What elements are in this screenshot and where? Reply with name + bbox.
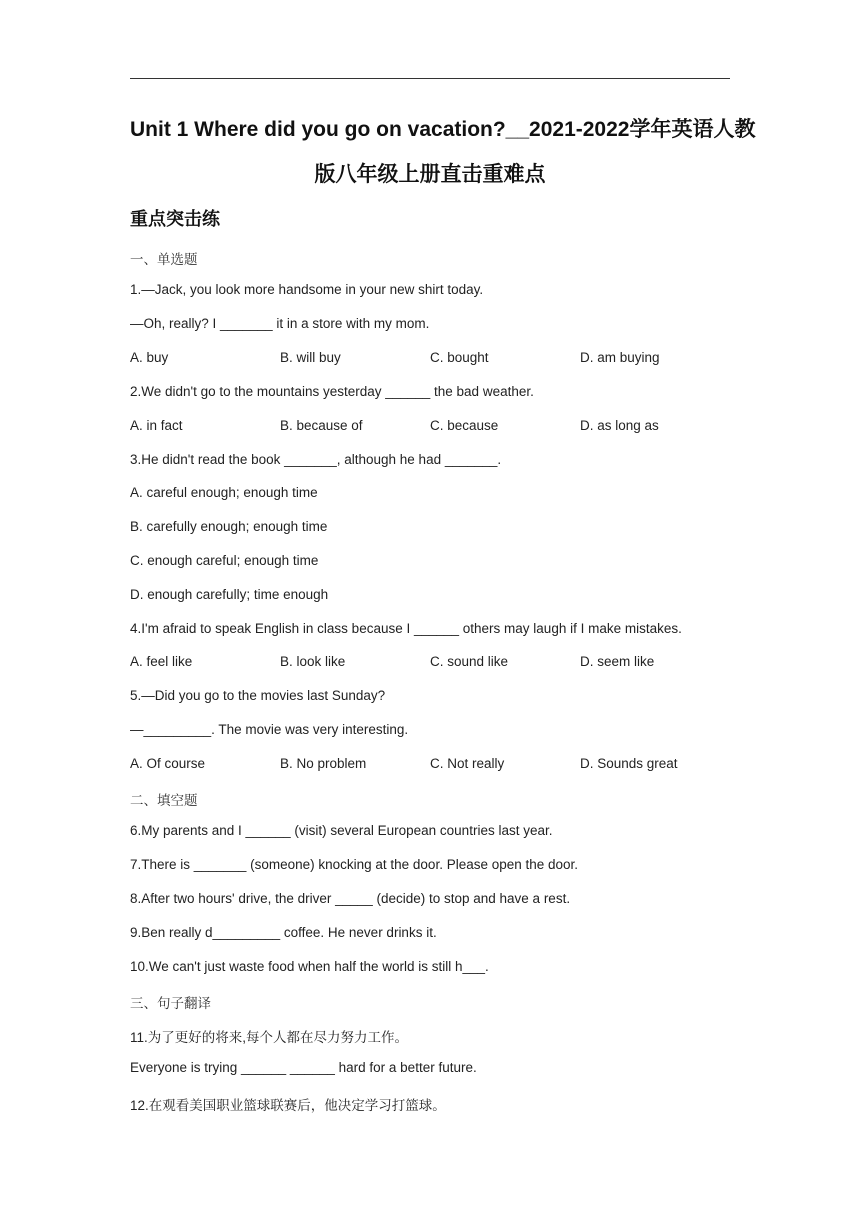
- question-1-option-c: C. bought: [430, 350, 489, 365]
- question-11-chinese: 11.为了更好的将来,每个人都在尽力努力工作。: [130, 1030, 409, 1045]
- question-1-stem: 1.—Jack, you look more handsome in your new shirt today.: [130, 282, 484, 297]
- part-heading-translation: 三、句子翻译: [130, 996, 211, 1011]
- question-3-option-b: B. carefully enough; enough time: [130, 519, 328, 534]
- question-1-option-b: B. will buy: [280, 350, 341, 365]
- question-7: 7.There is _______ (someone) knocking at the door. Please open the door.: [130, 857, 579, 872]
- section-heading: 重点突击练: [130, 209, 220, 229]
- question-4-stem: 4.I'm afraid to speak English in class because I ______ others may laugh if I make mistakes.: [130, 621, 682, 636]
- question-2-option-b: B. because of: [280, 418, 363, 433]
- question-5-option-c: C. Not really: [430, 756, 505, 771]
- question-4-option-b: B. look like: [280, 654, 346, 669]
- question-3-stem: 3.He didn't read the book _______, although he had _______.: [130, 452, 502, 467]
- question-8: 8.After two hours' drive, the driver _____ (decide) to stop and have a rest.: [130, 891, 571, 906]
- question-2-option-a: A. in fact: [130, 418, 183, 433]
- page-title-line2: 版八年级上册直击重难点: [314, 163, 546, 186]
- question-4-option-a: A. feel like: [130, 654, 193, 669]
- question-2-option-c: C. because: [430, 418, 499, 433]
- part-heading-fill-blank: 二、填空题: [130, 793, 198, 808]
- header-rule: [130, 78, 730, 79]
- question-1-reply: —Oh, really? I _______ it in a store with my mom.: [130, 316, 430, 331]
- question-1-option-a: A. buy: [130, 350, 169, 365]
- question-1-option-d: D. am buying: [580, 350, 660, 365]
- page-title-line1: Unit 1 Where did you go on vacation?__2021-2022学年英语人教: [130, 118, 756, 141]
- question-2-option-d: D. as long as: [580, 418, 659, 433]
- question-5-option-a: A. Of course: [130, 756, 206, 771]
- question-3-option-c: C. enough careful; enough time: [130, 553, 319, 568]
- question-5-stem: 5.—Did you go to the movies last Sunday?: [130, 688, 386, 703]
- question-4-option-d: D. seem like: [580, 654, 655, 669]
- question-5-option-b: B. No problem: [280, 756, 367, 771]
- question-3-option-d: D. enough carefully; time enough: [130, 587, 329, 602]
- question-2-stem: 2.We didn't go to the mountains yesterday ______ the bad weather.: [130, 384, 534, 399]
- part-heading-single-choice: 一、单选题: [130, 252, 198, 267]
- question-11-english: Everyone is trying ______ ______ hard for a better future.: [130, 1060, 477, 1075]
- question-10: 10.We can't just waste food when half the world is still h___.: [130, 959, 489, 974]
- question-12-chinese: 12.在观看美国职业篮球联赛后，他决定学习打篮球。: [130, 1098, 446, 1113]
- question-6: 6.My parents and I ______ (visit) several European countries last year.: [130, 823, 553, 838]
- question-4-option-c: C. sound like: [430, 654, 509, 669]
- question-3-option-a: A. careful enough; enough time: [130, 485, 318, 500]
- question-5-reply: —_________. The movie was very interesting.: [130, 722, 409, 737]
- question-9: 9.Ben really d_________ coffee. He never drinks it.: [130, 925, 437, 940]
- question-5-option-d: D. Sounds great: [580, 756, 678, 771]
